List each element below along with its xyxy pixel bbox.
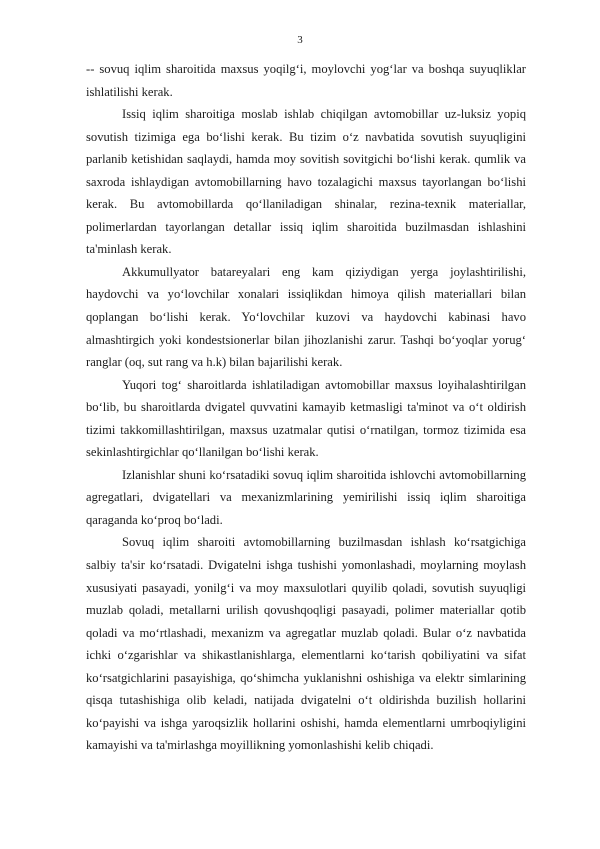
paragraph-1: -- sovuq iqlim sharoitida maxsus yoqilg‘i, moylovchi yog‘lar va boshqa suyuqliklar ishlatilishi kerak. (86, 62, 526, 99)
paragraph-3: Akkumullyator batareyalari eng kam qiziydigan yerga joylashtirilishi, haydovchi va yo‘lovchilar xonalari issiqlikdan himoya qilish materiallari bilan qoplangan bo‘lishi kerak. Yo‘lovchilar kuzovi va haydovchi kabinasi havo almashtirgich yoki kondestsionerlar bilan jihozlanishi zarur. Tashqi bo‘yoqlar yorug‘ ranglar (oq, sut rang va h.k) bilan bajarilishi kerak. (86, 264, 526, 370)
document-body (86, 58, 526, 757)
paragraph-5: Izlanishlar shuni ko‘rsatadiki sovuq iqlim sharoitida ishlovchi avtomobillarning agregatlari, dvigatellari va mexanizmlarining yemirilishi issiq iqlim sharoitiga qaraganda ko‘proq bo‘ladi. (86, 467, 526, 527)
paragraph-4: Yuqori tog‘ sharoitlarda ishlatiladigan avtomobillar maxsus loyihalashtirilgan bo‘lib, bu sharoitlarda dvigatel quvvatini kamayib ketmasligi ta'minot va o‘t oldirish tizimi takkomillashtirilgan, maxsus uzatmalar qutisi o‘rnatilgan, tormoz tizimida esa sekinlashtirgichlar qo‘llanilgan bo‘lishi kerak. (86, 377, 526, 460)
page-number: 3 (297, 34, 303, 46)
paragraph-6: Sovuq iqlim sharoiti avtomobillarning buzilmasdan ishlash ko‘rsatgichiga salbiy ta'sir ko‘rsatadi. Dvigatelni ishga tushishi yomonlashadi, moylarning moylash xususiyati pasayadi, yonilg‘i va moy maxsulotlari quyilib qoladi, sovutish suyuqligi muzlab qoladi, metallarni urilish qovushqoqligi pasayadi, polimer materiallar qotib qoladi va mo‘rtlashadi, mexanizm va agregatlar muzlab qoladi. Bular o‘z navbatida ichki o‘zgarishlar va shikastlanishlarga, elementlarni ko‘tarish qobiliyatini va sifat ko‘rsatgichlarini pasayishiga, qo‘shimcha yuklanishni oshishiga va elektr simlarining qisqa tutashishiga olib keladi, natijada dvigatelni o‘t oldirishda buzilish hollarini ko‘payishi va ishga yaroqsizlik hollarini oshishi, hamda elementlarni umrboqiyligini kamayishi va ta'mirlashga moyillikning yomonlashishi kelib chiqadi. (86, 535, 526, 753)
paragraph-2: Issiq iqlim sharoitiga moslab ishlab chiqilgan avtomobillar uz-luksiz yopiq sovutish tizimiga ega bo‘lishi kerak. Bu tizim o‘z navbatida sovutish suyuqligini parlanib ketishidan saqlaydi, hamda moy sovitish sovitgichi bo‘lishi kerak. qumlik va saxroda ishlaydigan avtomobillarning havo tozalagichi maxsus tayorlangan bo‘lishi kerak. Bu avtomobillarda qo‘llaniladigan shinalar, rezina-texnik materiallar, polimerlardan tayorlangan detallar issiq iqlim sharoitida buzilmasdan ishlashini ta'minlash kerak. (86, 107, 526, 257)
